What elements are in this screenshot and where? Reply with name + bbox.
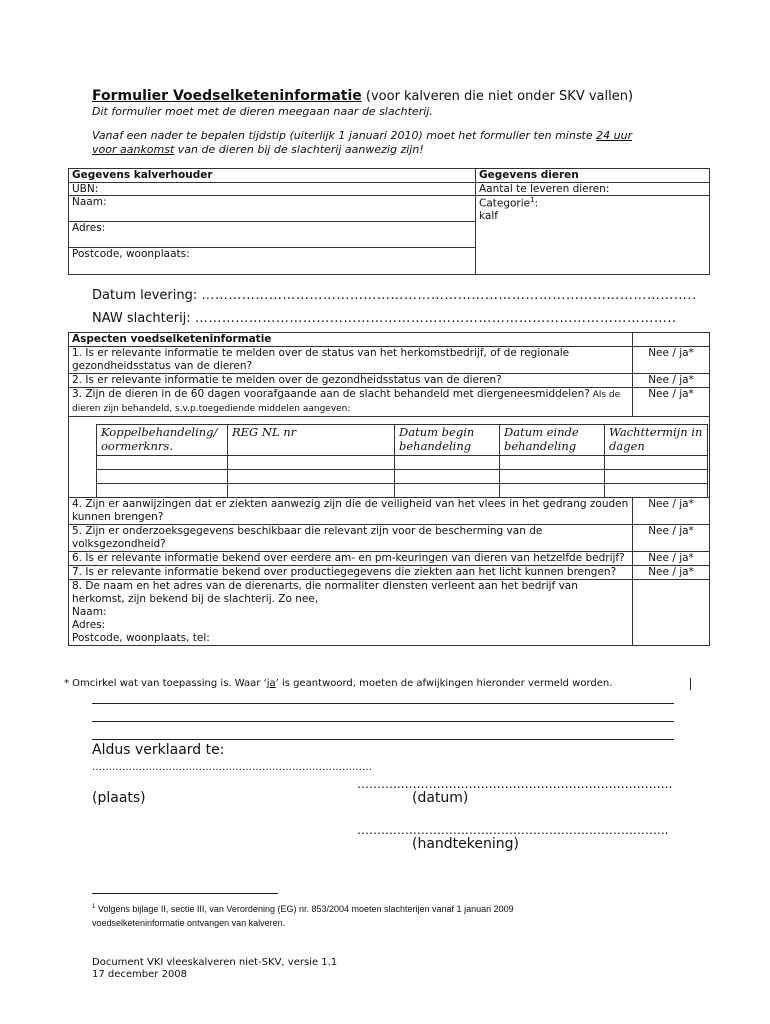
form-title-rest: (voor kalveren die niet onder SKV vallen) xyxy=(361,89,634,104)
footnote-text-1: Volgens bijlage II, sectie III, van Verordening (EG) nr. 853/2004 moeten slachterijen vanaf 1 januari 2009 xyxy=(95,904,514,914)
question-6: 6. Is er relevante informatie bekend over eerdere am- en pm-keuringen van dieren van hetzelfde bedrijf? xyxy=(69,552,633,566)
plaats-dots[interactable]: ………………………………………………………………………… xyxy=(92,762,372,773)
aspects-header-answer-cell xyxy=(633,333,710,347)
animal-count-field[interactable]: Aantal te leveren dieren: xyxy=(476,183,710,196)
deviation-line-2[interactable] xyxy=(92,721,674,722)
answer-3[interactable]: Nee / ja* xyxy=(633,388,710,417)
category-value: kalf xyxy=(479,209,498,222)
footer-line-2: 17 december 2008 xyxy=(92,969,188,980)
vet-naam[interactable]: Naam: xyxy=(72,606,107,618)
naw-slachterij-line[interactable] xyxy=(92,311,677,326)
treatment-row xyxy=(97,456,708,470)
treatment-header-begin: Datum begin behandeling xyxy=(395,425,500,456)
treatment-cell[interactable] xyxy=(605,470,708,484)
answer-4[interactable]: Nee / ja* xyxy=(633,498,710,525)
footnote-text-2: voedselketeninformatie ontvangen van kalveren. xyxy=(92,918,286,928)
handtekening-label: (handtekening) xyxy=(412,836,519,852)
question-3 xyxy=(69,388,633,417)
question-3-small: Als de dieren zijn behandeld, s.v.p.toegediende middelen aangeven: xyxy=(72,390,621,414)
footnote xyxy=(92,900,514,930)
adres-field[interactable]: Adres: xyxy=(69,222,476,248)
category-label: Categorie xyxy=(479,197,531,210)
treatment-header-koppel: Koppelbehandeling/ oormerknrs. xyxy=(97,425,228,456)
question-7: 7. Is er relevante informatie bekend over productiegegevens die ziekten aan het licht kunnen brengen? xyxy=(69,566,633,580)
treatment-table xyxy=(96,424,708,498)
treatment-header-einde: Datum einde behandeling xyxy=(500,425,605,456)
category-cell xyxy=(476,196,710,275)
datum-levering-line[interactable] xyxy=(92,288,697,303)
animals-header: Gegevens dieren xyxy=(476,169,710,183)
intro-underline-2: voor aankomst xyxy=(92,143,175,156)
treatment-cell[interactable] xyxy=(500,470,605,484)
form-title-main: Formulier Voedselketeninformatie xyxy=(92,88,362,104)
question-8-text: 8. De naam en het adres van de dierenarts, die normaliter diensten verleent aan het bedrijf van herkomst, zijn bekend bij de slachterij. Zo nee, xyxy=(72,580,578,605)
circle-note-b: ’ is geantwoord, moeten de afwijkingen hieronder vermeld worden. xyxy=(275,678,613,689)
answer-6[interactable]: Nee / ja* xyxy=(633,552,710,566)
question-2: 2. Is er relevante informatie te melden over de gezondheidsstatus van de dieren? xyxy=(69,374,633,388)
question-3-text: 3. Zijn de dieren in de 60 dagen voorafgaande aan de slacht behandeld met diergeneesmiddelen? xyxy=(72,388,590,400)
answer-5[interactable]: Nee / ja* xyxy=(633,525,710,552)
declaration-heading: Aldus verklaard te: xyxy=(92,742,225,758)
treatment-cell[interactable] xyxy=(97,484,228,498)
margin-mark xyxy=(690,678,691,690)
deviation-line-3[interactable] xyxy=(92,739,674,740)
naw-slachterij-dots: …………………………………………………………………………………………….. xyxy=(194,311,677,326)
treatment-cell[interactable] xyxy=(228,470,395,484)
answer-1[interactable]: Nee / ja* xyxy=(633,347,710,374)
footnote-divider xyxy=(92,893,278,894)
owner-animals-table xyxy=(68,168,710,275)
treatment-cell[interactable] xyxy=(97,456,228,470)
postcode-field[interactable]: Postcode, woonplaats: xyxy=(69,248,476,275)
treatment-header-reg: REG NL nr xyxy=(228,425,395,456)
treatment-header-wacht: Wachttermijn in dagen xyxy=(605,425,708,456)
answer-7[interactable]: Nee / ja* xyxy=(633,566,710,580)
treatment-cell[interactable] xyxy=(395,456,500,470)
treatment-cell[interactable] xyxy=(228,484,395,498)
treatment-cell[interactable] xyxy=(395,470,500,484)
question-4: 4. Zijn er aanwijzingen dat er ziekten aanwezig zijn die de veiligheid van het vlees in het gedrang zouden kunnen brengen? xyxy=(69,498,633,525)
document-footer xyxy=(92,957,337,981)
circle-note-ja: ja xyxy=(266,678,276,689)
question-8 xyxy=(69,580,633,646)
datum-levering-label: Datum levering: xyxy=(92,288,202,303)
circle-note xyxy=(64,678,612,689)
intro-line-1: Dit formulier moet met de dieren meegaan naar de slachterij. xyxy=(92,105,433,118)
intro-underline-1: 24 uur xyxy=(596,129,633,142)
plaats-label: (plaats) xyxy=(92,790,146,806)
treatment-cell[interactable] xyxy=(500,456,605,470)
deviation-line-1[interactable] xyxy=(92,703,674,704)
form-title xyxy=(92,88,633,104)
treatment-cell[interactable] xyxy=(605,456,708,470)
answer-8-cell xyxy=(633,580,710,646)
vet-adres[interactable]: Adres: xyxy=(72,619,106,631)
datum-label: (datum) xyxy=(412,790,469,806)
treatment-row xyxy=(97,470,708,484)
intro-text-a: Vanaf een nader te bepalen tijdstip (uiterlijk 1 januari 2010) moet het formulier ten minste xyxy=(92,129,597,142)
treatment-cell[interactable] xyxy=(395,484,500,498)
intro-line-2 xyxy=(92,129,692,157)
question-5: 5. Zijn er onderzoeksgegevens beschikbaar die relevant zijn voor de bescherming van de volksgezondheid? xyxy=(69,525,633,552)
category-sup: 1 xyxy=(530,196,535,204)
datum-levering-dots: ……………………………………………………………………………………………….. xyxy=(201,288,697,303)
ubn-field[interactable]: UBN: xyxy=(69,183,476,196)
aspects-header: Aspecten voedselketeninformatie xyxy=(69,333,633,347)
datum-dots[interactable]: ………..………………………………………………………….. xyxy=(357,777,673,791)
naam-field[interactable]: Naam: xyxy=(69,196,476,222)
signature-dots[interactable]: …….…………………………………………………………….. xyxy=(357,823,669,837)
circle-note-a: * Omcirkel wat van toepassing is. Waar ‘ xyxy=(64,678,267,689)
naw-slachterij-label: NAW slachterij: xyxy=(92,311,195,326)
treatment-cell[interactable] xyxy=(500,484,605,498)
owner-header: Gegevens kalverhouder xyxy=(69,169,476,183)
vet-postcode[interactable]: Postcode, woonplaats, tel: xyxy=(72,632,210,644)
answer-2[interactable]: Nee / ja* xyxy=(633,374,710,388)
treatment-cell[interactable] xyxy=(97,470,228,484)
category-colon: : xyxy=(534,197,539,210)
treatment-row xyxy=(97,484,708,498)
treatment-cell[interactable] xyxy=(228,456,395,470)
footnote-sup: 1 xyxy=(92,904,96,910)
intro-text-b: van de dieren bij de slachterij aanwezig zijn! xyxy=(174,143,424,156)
treatment-cell[interactable] xyxy=(605,484,708,498)
footer-line-1: Document VKI vleeskalveren niet-SKV, versie 1.1 xyxy=(92,957,338,968)
question-1: 1. Is er relevante informatie te melden over de status van het herkomstbedrijf, of de regionale gezondheidsstatus van de dieren? xyxy=(69,347,633,374)
